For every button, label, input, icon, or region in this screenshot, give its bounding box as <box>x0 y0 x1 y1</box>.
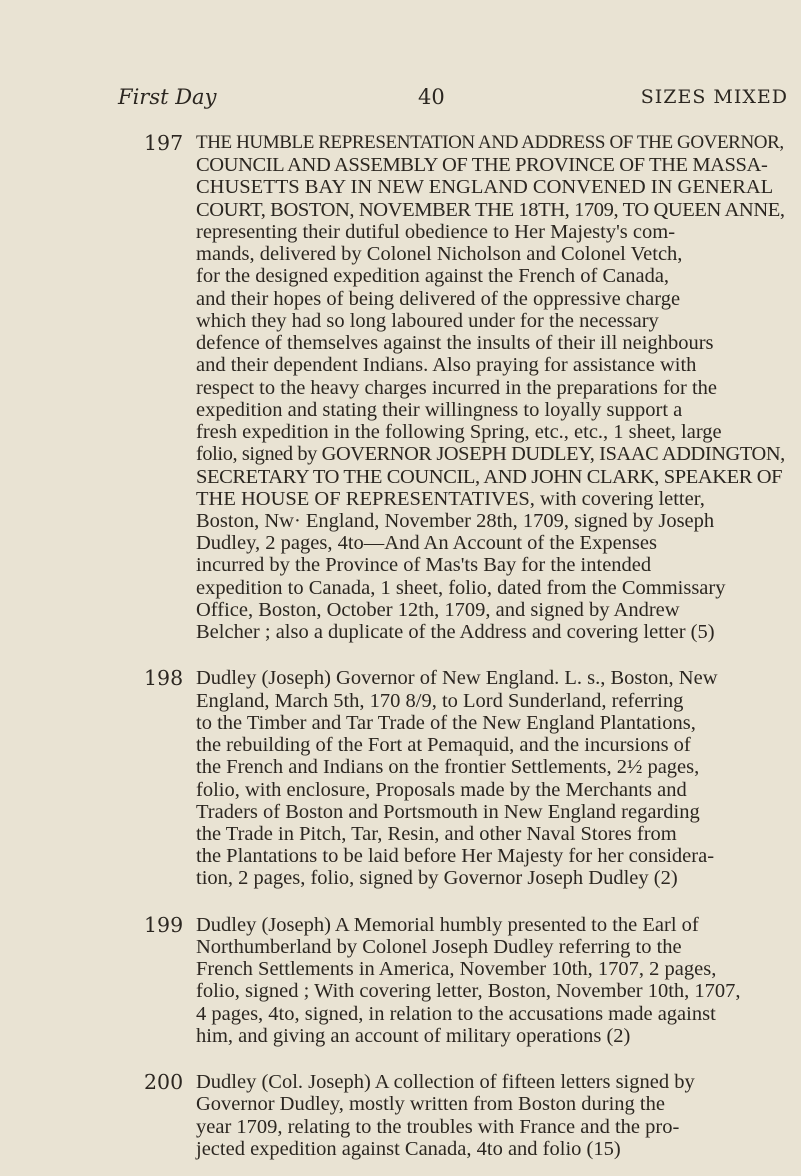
lot-line: Dudley, 2 pages, 4to—And An Account of the Expenses <box>196 532 657 555</box>
lot-description <box>196 132 786 643</box>
lot-line: respect to the heavy charges incurred in the preparations for the <box>196 376 718 399</box>
lot-line: Governor Dudley, mostly written from Boston during the <box>196 1093 665 1116</box>
lot-number: 199 <box>144 912 184 937</box>
header-section: SIZES MIXED <box>640 86 788 108</box>
lot-line: jected expedition against Canada, 4to and folio (15) <box>196 1137 621 1160</box>
lot-line: and their dependent Indians. Also praying for assistance with <box>196 354 697 377</box>
page-number: 40 <box>418 85 445 109</box>
lot-line: mands, delivered by Colonel Nicholson and Colonel Vetch, <box>196 243 683 266</box>
lot-line: year 1709, relating to the troubles with France and the pro- <box>196 1115 680 1138</box>
lot-line: Traders of Boston and Portsmouth in New England regarding <box>196 800 700 823</box>
lot-line: folio, signed ; With covering letter, Boston, November 10th, 1707, <box>196 980 741 1003</box>
lot-line: COUNCIL AND ASSEMBLY OF THE PROVINCE OF THE MASSA- <box>196 154 768 177</box>
lot-number: 200 <box>144 1070 184 1095</box>
lot-line: him, and giving an account of military operations (2) <box>196 1024 631 1047</box>
lot-description <box>196 1071 786 1160</box>
lot-line: Belcher ; also a duplicate of the Address and covering letter (5) <box>196 621 715 644</box>
lot-line: THE HOUSE OF REPRESENTATIVES, with covering letter, <box>196 487 705 510</box>
lot-line: the Plantations to be laid before Her Majesty for her considera- <box>196 845 715 868</box>
running-header <box>118 80 788 114</box>
lot-number: 197 <box>144 131 184 155</box>
lot-line: incurred by the Province of Mas'ts Bay for the intended <box>196 554 652 577</box>
lot-line: to the Timber and Tar Trade of the New England Plantations, <box>196 711 696 734</box>
lot-line: the French and Indians on the frontier Settlements, 2½ pages, <box>196 756 700 779</box>
lot-line: Dudley (Joseph) A Memorial humbly presented to the Earl of <box>196 913 699 936</box>
lot-line: tion, 2 pages, folio, signed by Governor Joseph Dudley (2) <box>196 867 678 890</box>
lot-line: the rebuilding of the Fort at Pemaquid, and the incursions of <box>196 734 691 757</box>
lot-line: expedition and stating their willingness to loyally support a <box>196 398 683 421</box>
header-day: First Day <box>118 85 217 109</box>
lot-line: Dudley (Joseph) Governor of New England. L. s., Boston, New <box>196 667 718 690</box>
lot-line: folio, with enclosure, Proposals made by the Merchants and <box>196 778 687 801</box>
lot-line: Dudley (Col. Joseph) A collection of fifteen letters signed by <box>196 1071 695 1094</box>
lot-line: SECRETARY TO THE COUNCIL, AND JOHN CLARK, SPEAKER OF <box>196 465 783 488</box>
lot-line: for the designed expedition against the French of Canada, <box>196 265 670 288</box>
lot-line: Northumberland by Colonel Joseph Dudley referring to the <box>196 935 682 958</box>
lot-line: expedition to Canada, 1 sheet, folio, dated from the Commissary <box>196 576 726 599</box>
lot-line: representing their dutiful obedience to Her Majesty's com- <box>196 220 676 243</box>
lot-line: defence of themselves against the insults of their ill neighbours <box>196 332 714 355</box>
lot-line: fresh expedition in the following Spring, etc., etc., 1 sheet, large <box>196 421 722 444</box>
lot-line: which they had so long laboured under for the necessary <box>196 309 659 332</box>
lot-line: folio, signed by GOVERNOR JOSEPH DUDLEY, ISAAC ADDINGTON, <box>196 443 785 466</box>
lot-line: Boston, Nw· England, November 28th, 1709, signed by Joseph <box>196 509 715 532</box>
lot-description <box>196 667 786 889</box>
lot-line: THE HUMBLE REPRESENTATION AND ADDRESS OF THE GOVERNOR, <box>196 132 784 153</box>
lot-line: French Settlements in America, November 10th, 1707, 2 pages, <box>196 958 717 981</box>
lot-line: Office, Boston, October 12th, 1709, and signed by Andrew <box>196 598 680 621</box>
lot-line: England, March 5th, 170 8/9, to Lord Sunderland, referring <box>196 689 684 712</box>
lot-line: and their hopes of being delivered of the oppressive charge <box>196 287 681 310</box>
lot-line: COURT, BOSTON, NOVEMBER THE 18TH, 1709, TO QUEEN ANNE, <box>196 198 785 221</box>
lot-line: the Trade in Pitch, Tar, Resin, and other Naval Stores from <box>196 822 677 845</box>
lot-description <box>196 914 786 1047</box>
lot-number: 198 <box>144 666 184 691</box>
lot-line: 4 pages, 4to, signed, in relation to the accusations made against <box>196 1002 716 1025</box>
lot-line: CHUSETTS BAY IN NEW ENGLAND CONVENED IN GENERAL <box>196 176 774 199</box>
